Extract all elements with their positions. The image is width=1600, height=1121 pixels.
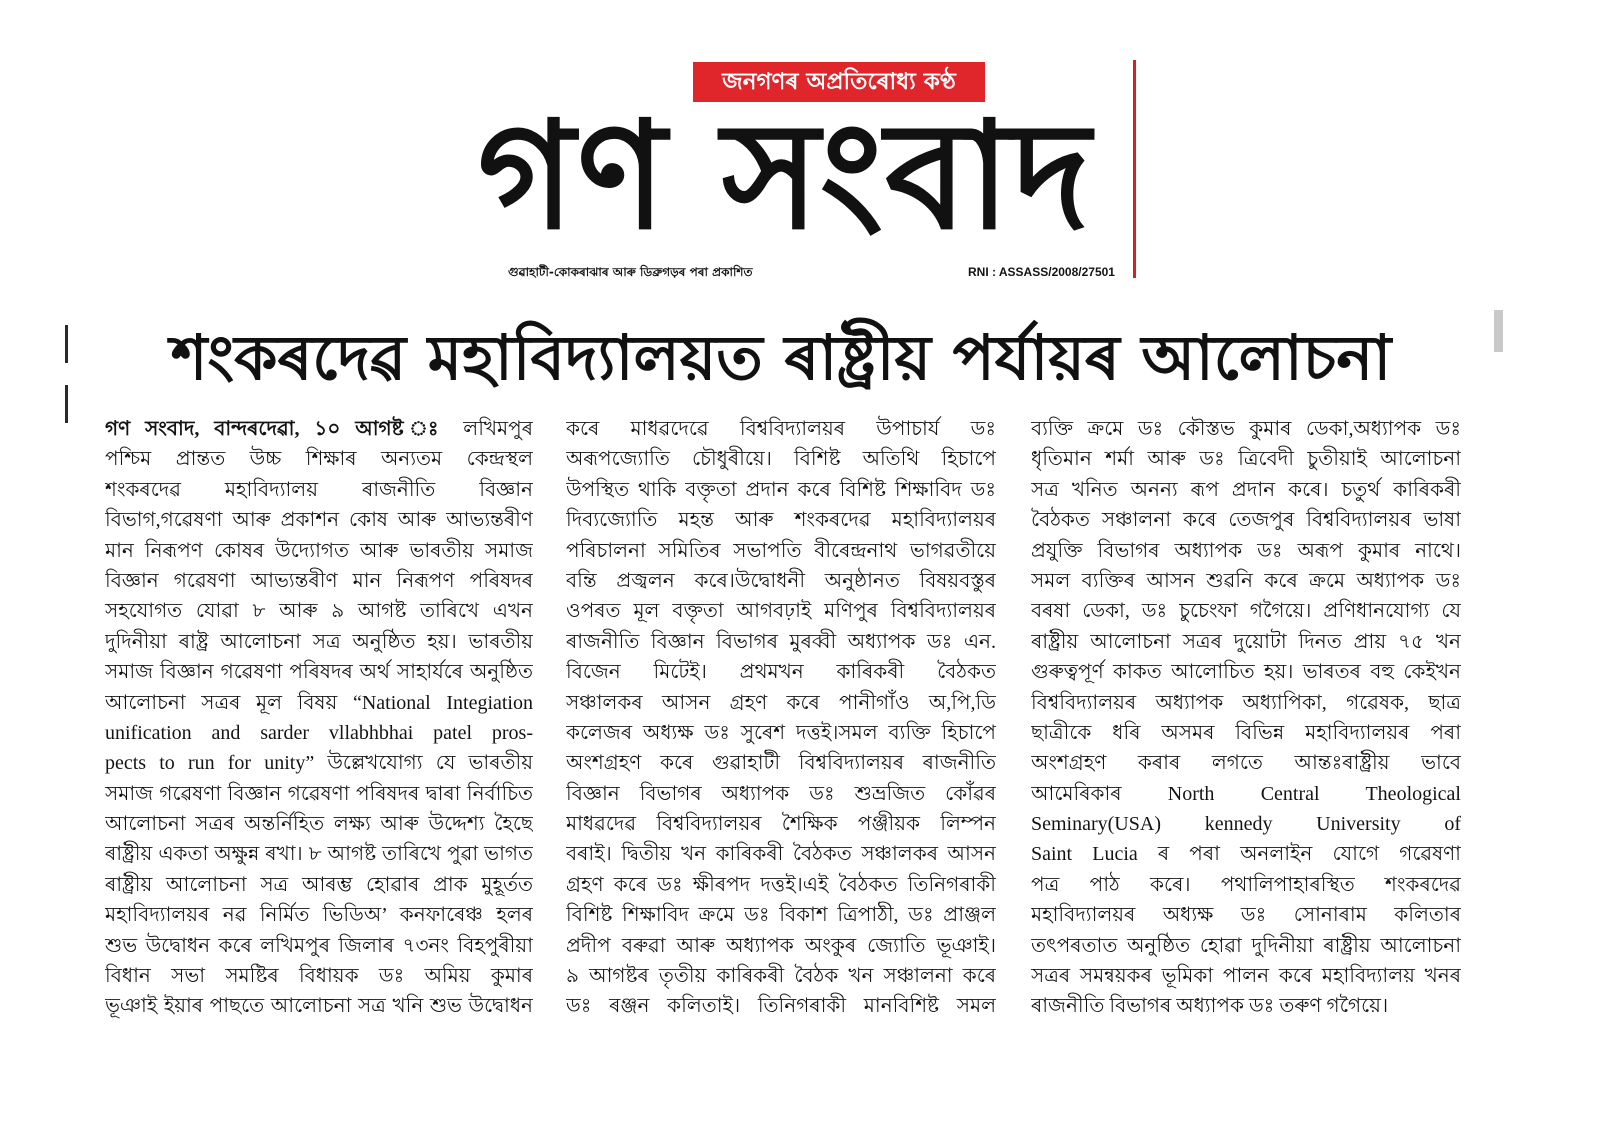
article-line: দুদিনীয়া ৰাষ্ট্ৰ আলোচনা সত্ৰ অনুষ্ঠিত হয়। ভাৰতীয় [105, 630, 533, 653]
article-line: বৈঠকত সঞ্চালনা কৰে তেজপুৰ বিশ্ববিদ্যালয়ৰ ভাষা [1031, 509, 1461, 532]
article-line: ধৃতিমান শৰ্মা আৰু ডঃ ত্ৰিবেদী চুতীয়াই আলোচনা [1031, 448, 1461, 471]
publication-places: গুৱাহাটী-কোকৰাঝাৰ আৰু ডিব্ৰুগড়ৰ পৰা প্ৰকাশিত [508, 265, 753, 279]
article-line: ওপৰত মূল বক্তৃতা আগবঢ়াই মণিপুৰ বিশ্ববিদ্যালয়ৰ [566, 600, 996, 623]
cropped-column-edge-left [65, 385, 68, 423]
article-line: কলেজৰ অধ্যক্ষ ডঃ সুৰেশ দত্তই।সমল ব্যক্তি হিচাপে [566, 721, 996, 744]
article-column-1 [105, 414, 533, 1026]
article-line: বিভাগ,গৱেষণা আৰু প্ৰকাশন কোষ আৰু আভ্যন্তৰীণ [105, 509, 533, 532]
article-line: সমল ব্যক্তিৰ আসন শুৱনি কৰে ক্ৰমে অধ্যাপক ডঃ [1031, 569, 1461, 592]
article-line: pects to run for unity” উল্লেখযোগ্য যে ভাৰতীয় [105, 752, 533, 775]
article-headline: শংকৰদেৱ মহাবিদ্যালয়ত ৰাষ্ট্ৰীয় পৰ্যায়ৰ আলোচনা [170, 321, 1392, 394]
article-line: ৯ আগষ্টৰ তৃতীয় কাৰিকৰী বৈঠক খন সঞ্চালনা কৰে [566, 965, 996, 988]
article-line: ছাত্ৰীকে ধৰি অসমৰ বিভিন্ন মহাবিদ্যালয়ৰ পৰা [1031, 721, 1461, 744]
article-line: বিশ্ববিদ্যালয়ৰ অধ্যাপক অধ্যাপিকা, গৱেষক, ছাত্ৰ [1031, 691, 1461, 714]
article-line: মহাবিদ্যালয়ৰ নৱ নিৰ্মিত ভিডিঅ’ কনফাৰেঞ্চ হলৰ [105, 904, 533, 927]
article-line: অংশগ্ৰহণ কৰাৰ লগতে আন্তঃৰাষ্ট্ৰীয় ভাবে [1031, 752, 1461, 775]
article-line: ৰাষ্ট্ৰীয় একতা অক্ষুন্ন ৰখা। ৮ আগষ্ট তাৰিখে পুৱা ভাগত [105, 843, 533, 866]
cropped-column-edge-right [1494, 310, 1503, 352]
article-line: ৰাষ্ট্ৰীয় আলোচনা সত্ৰৰ দুয়োটা দিনত প্ৰায় ৭৫ খন [1031, 630, 1461, 653]
article-line: শংকৰদেৱ মহাবিদ্যালয় ৰাজনীতি বিজ্ঞান [105, 478, 533, 501]
article-line: সহযোগত যোৱা ৮ আৰু ৯ আগষ্ট তাৰিখে এখন [105, 600, 533, 623]
article-line: উপস্থিত থাকি বক্তৃতা প্ৰদান কৰে বিশিষ্ট শিক্ষাবিদ ডঃ [566, 478, 996, 501]
article-line [105, 414, 533, 444]
article-line: Saint Lucia ৰ পৰা অনলাইন যোগে গৱেষণা [1031, 843, 1461, 866]
article-line: তৎপৰতাত অনুষ্ঠিত হোৱা দুদিনীয়া ৰাষ্ট্ৰীয় আলোচনা [1031, 934, 1461, 957]
article-line: দিব্যজ্যোতি মহন্ত আৰু শংকৰদেৱ মহাবিদ্যালয়ৰ [566, 509, 996, 532]
article-line: ভূঞাই ইয়াৰ পাছতে আলোচনা সত্ৰ খনি শুভ উদ্বোধন [105, 995, 533, 1018]
cropped-column-edge-left [65, 325, 68, 363]
article-line: কৰে মাধৱদেৱে বিশ্ববিদ্যালয়ৰ উপাচাৰ্য ডঃ [566, 418, 996, 440]
article-line: আলোচনা সত্ৰৰ মূল বিষয় “National Integiation [105, 691, 533, 714]
article-column-3 [1031, 414, 1461, 1026]
masthead-divider [1133, 60, 1136, 278]
article-line: পশ্চিম প্ৰান্তত উচ্চ শিক্ষাৰ অন্যতম কেন্দ্ৰস্থল [105, 448, 533, 471]
rni-number: RNI : ASSASS/2008/27501 [968, 265, 1115, 279]
article-line: ব্যক্তি ক্ৰমে ডঃ কৌস্তভ কুমাৰ ডেকা,অধ্যাপক ডঃ [1031, 418, 1461, 440]
article-line: ডঃ ৰঞ্জন কলিতাই। তিনিগৰাকী মানবিশিষ্ট সমল [566, 995, 996, 1018]
masthead-tagline: জনগণৰ অপ্ৰতিৰোধ্য কণ্ঠ [693, 62, 985, 102]
article-line: বৰাই। দ্বিতীয় খন কাৰিকৰী বৈঠকত সঞ্চালকৰ আসন [566, 843, 996, 866]
article-column-2 [566, 414, 996, 1026]
article-line: আমেৰিকাৰ North Central Theological [1031, 782, 1461, 805]
article-line: শুভ উদ্বোধন কৰে লখিমপুৰ জিলাৰ ৭৩নং বিহপুৰীয়া [105, 934, 533, 957]
article-line: ৰাজনীতি বিভাগৰ অধ্যাপক ডঃ তৰুণ গগৈয়ে। [1031, 995, 1389, 1018]
article-line: বিজ্ঞান গৱেষণা আভ্যন্তৰীণ মান নিৰূপণ পৰিষদৰ [105, 569, 533, 592]
article-line: ৰাজনীতি বিজ্ঞান বিভাগৰ মুৰব্বী অধ্যাপক ডঃ এন. [566, 630, 996, 653]
article-line: বিজেন মিটেই। প্ৰথমখন কাৰিকৰী বৈঠকত [566, 661, 996, 684]
article-line: পৰিচালনা সমিতিৰ সভাপতি বীৰেন্দ্ৰনাথ ভাগৱতীয়ে [566, 539, 996, 562]
article-line: বৰষা ডেকা, ডঃ চুচেংফা গগৈয়ে। প্ৰণিধানযোগ্য যে [1031, 600, 1461, 623]
article-line: বিজ্ঞান বিভাগৰ অধ্যাপক ডঃ শুভ্ৰজিত কোঁৱৰ [566, 782, 996, 805]
article-line: সমাজ বিজ্ঞান গৱেষণা পৰিষদৰ অৰ্থ সাহাৰ্যৰে অনুষ্ঠিত [105, 661, 533, 684]
article-line: প্ৰদীপ বৰুৱা আৰু অধ্যাপক অংকুৰ জ্যোতি ভূঞাই। [566, 934, 996, 957]
article-line: গুৰুত্বপূৰ্ণ কাকত আলোচিত হয়। ভাৰতৰ বহু কেইখন [1031, 661, 1461, 684]
article-line-text: লখিমপুৰ [463, 418, 533, 440]
article-line: মহাবিদ্যালয়ৰ অধ্যক্ষ ডঃ সোনাৰাম কলিতাৰ [1031, 904, 1461, 927]
article-line: পত্ৰ পাঠ কৰে। পথালিপাহাৰস্থিত শংকৰদেৱ [1031, 873, 1461, 896]
article-line: বিধান সভা সমষ্টিৰ বিধায়ক ডঃ অমিয় কুমাৰ [105, 965, 533, 988]
article-line: গ্ৰহণ কৰে ডঃ ক্ষীৰপদ দত্তই।এই বৈঠকত তিনিগৰাকী [566, 873, 996, 896]
article-line: Seminary(USA) kennedy University of [1031, 813, 1461, 836]
article-line: বিশিষ্ট শিক্ষাবিদ ক্ৰমে ডঃ বিকাশ ত্ৰিপাঠী, ডঃ প্ৰাঞ্জল [566, 904, 996, 927]
article-line: বন্তি প্ৰজ্বলন কৰে।উদ্বোধনী অনুষ্ঠানত বিষয়বস্তুৰ [566, 569, 996, 592]
article-line: unification and sarder vllabhbhai patel pros- [105, 721, 533, 744]
article-line: মাধৱদেৱ বিশ্ববিদ্যালয়ৰ শৈক্ষিক পঞ্জীয়ক লিম্পন [566, 813, 996, 836]
article-line: অৰূপজ্যোতি চৌধুৰীয়ে। বিশিষ্ট অতিথি হিচাপে [566, 448, 996, 471]
article-line: ৰাষ্ট্ৰীয় আলোচনা সত্ৰ আৰম্ভ হোৱাৰ প্ৰাক মুহূৰ্তত [105, 873, 533, 896]
article-line: অংশগ্ৰহণ কৰে গুৱাহাটী বিশ্ববিদ্যালয়ৰ ৰাজনীতি [566, 752, 996, 775]
newspaper-title: গণ সংবাদ [477, 96, 1093, 256]
article-line: প্ৰযুক্তি বিভাগৰ অধ্যাপক ডঃ অৰূপ কুমাৰ নাথে। [1031, 539, 1461, 562]
article-line: মান নিৰূপণ কোষৰ উদ্যোগত আৰু ভাৰতীয় সমাজ [105, 539, 533, 562]
article-line: সঞ্চালকৰ আসন গ্ৰহণ কৰে পানীগাঁও অ,পি,ডি [566, 691, 996, 714]
article-line: সমাজ গৱেষণা বিজ্ঞান গৱেষণা পৰিষদৰ দ্বাৰা নিৰ্বাচিত [105, 782, 533, 805]
article-dateline: গণ সংবাদ, বান্দৰদেৱা, ১০ আগষ্ট ঃ [105, 418, 449, 440]
article-line: সত্ৰৰ সমন্বয়কৰ ভূমিকা পালন কৰে মহাবিদ্যালয় খনৰ [1031, 965, 1461, 988]
article-line: সত্ৰ খনিত অনন্য ৰূপ প্ৰদান কৰে। চতুৰ্থ কাৰিকৰী [1031, 478, 1461, 501]
article-line: আলোচনা সত্ৰৰ অন্তৰ্নিহিত লক্ষ্য আৰু উদ্দেশ্য হৈছে [105, 813, 533, 836]
